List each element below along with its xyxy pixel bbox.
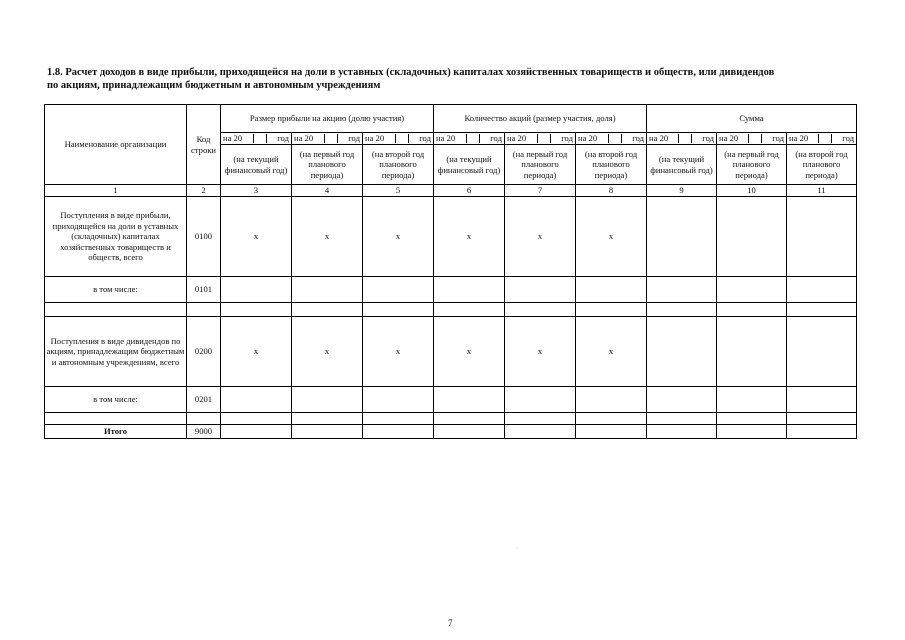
data-cell[interactable] — [292, 413, 363, 425]
data-cell[interactable] — [505, 303, 576, 317]
sum-cell[interactable] — [647, 197, 717, 277]
data-cell[interactable] — [505, 277, 576, 303]
table-row-0201 — [45, 387, 857, 413]
sum-cell[interactable] — [787, 197, 857, 277]
table-row-blank — [45, 413, 857, 425]
x-mark: х — [576, 317, 647, 387]
year-cell[interactable]: на 20 год — [221, 133, 292, 145]
period-first: (на первый год планового периода) — [505, 145, 576, 185]
data-cell[interactable] — [221, 425, 292, 439]
period-current: (на текущий финансовый год) — [434, 145, 505, 185]
sum-cell[interactable] — [647, 317, 717, 387]
data-cell[interactable] — [717, 425, 787, 439]
data-cell[interactable] — [787, 387, 857, 413]
table-row-0200 — [45, 317, 857, 387]
section-heading — [47, 66, 837, 92]
data-cell[interactable] — [292, 277, 363, 303]
col-number: 5 — [363, 185, 434, 197]
period-second: (на второй год планового периода) — [787, 145, 857, 185]
period-current: (на текущий финансовый год) — [221, 145, 292, 185]
row-including-label: в том числе: — [45, 277, 187, 303]
col-number: 4 — [292, 185, 363, 197]
blank-cell — [187, 413, 221, 425]
col-number: 11 — [787, 185, 857, 197]
period-current: (на текущий финансовый год) — [647, 145, 717, 185]
col-number: 6 — [434, 185, 505, 197]
col-number: 10 — [717, 185, 787, 197]
data-cell[interactable] — [576, 413, 647, 425]
data-cell[interactable] — [292, 303, 363, 317]
data-cell[interactable] — [434, 387, 505, 413]
col-number: 2 — [187, 185, 221, 197]
x-mark: х — [505, 317, 576, 387]
col-number: 3 — [221, 185, 292, 197]
year-cell[interactable]: на 20 год — [787, 133, 857, 145]
data-cell[interactable] — [221, 413, 292, 425]
row-name-dividends: Поступления в виде дивидендов по акциям, принадлежащим бюджетным и автономным учреждениям, всего — [45, 317, 187, 387]
year-cell[interactable]: на 20 год — [434, 133, 505, 145]
data-cell[interactable] — [576, 425, 647, 439]
page-number: 7 — [448, 618, 453, 628]
data-cell[interactable] — [434, 277, 505, 303]
year-cell[interactable]: на 20 год — [576, 133, 647, 145]
data-cell[interactable] — [647, 277, 717, 303]
x-mark: х — [363, 197, 434, 277]
col-number: 9 — [647, 185, 717, 197]
x-mark: х — [434, 197, 505, 277]
period-second: (на второй год планового периода) — [576, 145, 647, 185]
data-cell[interactable] — [787, 413, 857, 425]
data-cell[interactable] — [363, 387, 434, 413]
heading-line-1: 1.8. Расчет доходов в виде прибыли, приходящейся на доли в уставных (складочных) капиталах хозяйственных товариществ и обществ, или дивидендов — [47, 67, 775, 78]
heading-line-2: по акциям, принадлежащим бюджетным и автономным учреждениям — [47, 80, 381, 91]
table-row-0101 — [45, 277, 857, 303]
data-cell[interactable] — [576, 277, 647, 303]
blank-cell — [187, 303, 221, 317]
header-organization-name: Наименование организации — [45, 105, 187, 185]
header-sum: Сумма — [647, 105, 857, 133]
data-cell[interactable] — [505, 387, 576, 413]
data-cell[interactable] — [221, 303, 292, 317]
income-calculation-table — [44, 104, 857, 439]
x-mark: х — [576, 197, 647, 277]
year-cell[interactable]: на 20 год — [717, 133, 787, 145]
data-cell[interactable] — [647, 387, 717, 413]
period-first: (на первый год планового периода) — [292, 145, 363, 185]
data-cell[interactable] — [434, 425, 505, 439]
row-including-label: в том числе: — [45, 387, 187, 413]
data-cell[interactable] — [717, 413, 787, 425]
data-cell[interactable] — [787, 277, 857, 303]
data-cell[interactable] — [505, 413, 576, 425]
sum-cell[interactable] — [717, 317, 787, 387]
data-cell[interactable] — [363, 413, 434, 425]
col-number: 8 — [576, 185, 647, 197]
total-label: Итого — [45, 425, 187, 439]
data-cell[interactable] — [363, 277, 434, 303]
row-code: 9000 — [187, 425, 221, 439]
data-cell[interactable] — [647, 425, 717, 439]
x-mark: х — [292, 197, 363, 277]
scan-speck: · — [516, 546, 518, 552]
year-cell[interactable]: на 20 год — [647, 133, 717, 145]
year-cell[interactable]: на 20 год — [292, 133, 363, 145]
column-number-row — [45, 185, 857, 197]
row-code: 0201 — [187, 387, 221, 413]
blank-cell — [45, 413, 187, 425]
period-second: (на второй год планового периода) — [363, 145, 434, 185]
data-cell[interactable] — [363, 303, 434, 317]
data-cell[interactable] — [505, 425, 576, 439]
data-cell[interactable] — [787, 303, 857, 317]
x-mark: х — [434, 317, 505, 387]
x-mark: х — [221, 317, 292, 387]
sum-cell[interactable] — [717, 197, 787, 277]
data-cell[interactable] — [434, 303, 505, 317]
blank-cell — [45, 303, 187, 317]
row-code: 0200 — [187, 317, 221, 387]
col-number: 1 — [45, 185, 187, 197]
x-mark: х — [221, 197, 292, 277]
x-mark: х — [292, 317, 363, 387]
data-cell[interactable] — [434, 413, 505, 425]
table-row-0100 — [45, 197, 857, 277]
table-row-total — [45, 425, 857, 439]
table-row-blank — [45, 303, 857, 317]
data-cell[interactable] — [647, 413, 717, 425]
data-cell[interactable] — [647, 303, 717, 317]
data-cell[interactable] — [576, 303, 647, 317]
data-cell[interactable] — [787, 425, 857, 439]
data-cell[interactable] — [717, 387, 787, 413]
x-mark: х — [505, 197, 576, 277]
row-code: 0100 — [187, 197, 221, 277]
data-cell[interactable] — [221, 387, 292, 413]
col-number: 7 — [505, 185, 576, 197]
data-cell[interactable] — [576, 387, 647, 413]
data-cell[interactable] — [363, 425, 434, 439]
period-first: (на первый год планового периода) — [717, 145, 787, 185]
x-mark: х — [363, 317, 434, 387]
header-profit-per-share: Размер прибыли на акцию (долю участия) — [221, 105, 434, 133]
year-cell[interactable]: на 20 год — [505, 133, 576, 145]
data-cell[interactable] — [292, 425, 363, 439]
year-cell[interactable]: на 20 год — [363, 133, 434, 145]
data-cell[interactable] — [292, 387, 363, 413]
row-code: 0101 — [187, 277, 221, 303]
sum-cell[interactable] — [787, 317, 857, 387]
data-cell[interactable] — [221, 277, 292, 303]
data-cell[interactable] — [717, 277, 787, 303]
header-share-count: Количество акций (размер участия, доля) — [434, 105, 647, 133]
header-row-code: Код строки — [187, 105, 221, 185]
row-name-profit: Поступления в виде прибыли, приходящейся на доли в уставных (складочных) капиталах хозяйственных товариществ и обществ, всего — [45, 197, 187, 277]
data-cell[interactable] — [717, 303, 787, 317]
